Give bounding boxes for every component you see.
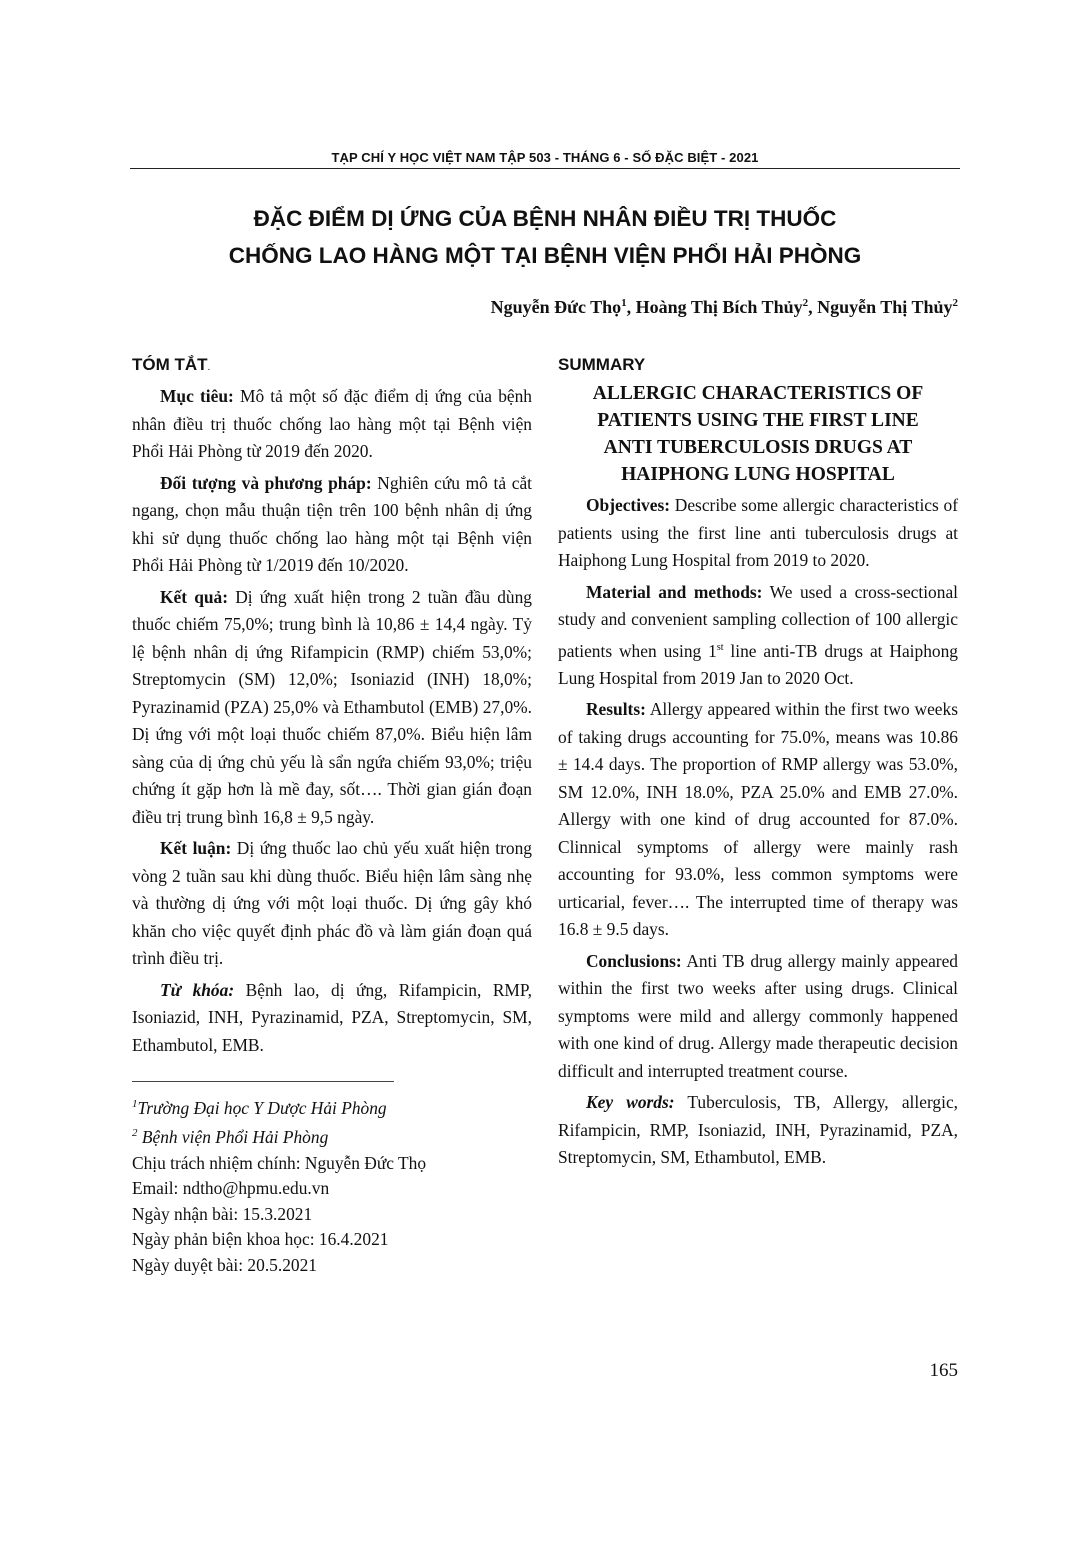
paragraph-text: Dị ứng thuốc lao chủ yếu xuất hiện trong vòng 2 tuần sau khi dùng thuốc. Biểu hiện lâm sàng nhẹ và thường dị ứng với một loại thuốc. Dị ứng gây khó khăn cho việc quyết định phác đồ và làm gián đoạn quá trình điều trị. bbox=[132, 838, 533, 968]
keywords-paragraph bbox=[132, 977, 532, 1060]
english-title-line: PATIENTS USING THE FIRST LINE bbox=[597, 410, 919, 431]
author-separator: , bbox=[626, 297, 636, 317]
article-title bbox=[130, 200, 960, 274]
paragraph-text: line anti-TB drugs at Haiphong Lung Hospital from 2019 Jan to 2020 Oct. bbox=[558, 640, 958, 688]
summary-paragraph-conclusions bbox=[558, 948, 958, 1086]
english-title-line: ANTI TUBERCULOSIS DRUGS AT bbox=[603, 437, 913, 458]
keywords-text: Bệnh lao, dị ứng, Rifampicin, RMP, Isoniazid, INH, Pyrazinamid, PZA, Streptomycin, SM, Ethambutol, EMB. bbox=[132, 979, 532, 1055]
paragraph-label: Kết luận: bbox=[160, 838, 232, 858]
affiliation-number: 1 bbox=[132, 1098, 138, 1110]
author-name: Nguyễn Đức Thọ bbox=[490, 297, 622, 317]
header-rule bbox=[130, 168, 960, 169]
paragraph-label: Material and methods: bbox=[586, 581, 763, 602]
footnote-rule bbox=[132, 1081, 394, 1082]
author-name: Hoàng Thị Bích Thủy bbox=[635, 297, 803, 317]
paragraph-label: Objectives: bbox=[586, 495, 671, 515]
email: Email: ndtho@hpmu.edu.vn bbox=[132, 1178, 330, 1199]
vietnamese-abstract-heading bbox=[132, 352, 532, 381]
paragraph-text: Describe some allergic characteristics of patients using the first line anti tuberculosis drugs at Haiphong Lung Hospital from 2019 to 2020. bbox=[558, 495, 958, 570]
paragraph-label: Conclusions: bbox=[586, 950, 682, 971]
page-number: 165 bbox=[929, 1360, 958, 1381]
summary-paragraph-objectives bbox=[558, 492, 958, 575]
english-summary-column bbox=[558, 352, 958, 1176]
author-name: Nguyễn Thị Thủy bbox=[817, 297, 953, 317]
affiliation-text: Trường Đại học Y Dược Hải Phòng bbox=[137, 1097, 387, 1118]
paragraph-text: We used a cross-sectional study and convenient sampling collection of 100 allergic patients when using 1 bbox=[558, 581, 958, 661]
author-affiliation-mark: 2 bbox=[802, 297, 809, 309]
author-affiliation-mark: 1 bbox=[621, 297, 627, 309]
paragraph-text: Nghiên cứu mô tả cắt ngang, chọn mẫu thuận tiện trên 100 bệnh nhân dị ứng khi sử dụng thuốc chống lao hàng một tại Bệnh viện Phổi Hải Phòng từ 1/2019 đến 10/2020. bbox=[132, 472, 532, 575]
summary-keywords-paragraph bbox=[558, 1089, 958, 1172]
paragraph-label: Kết quả: bbox=[160, 586, 229, 607]
affiliation-text: Bệnh viện Phổi Hải Phòng bbox=[137, 1127, 329, 1148]
date-received: Ngày nhận bài: 15.3.2021 bbox=[132, 1203, 313, 1224]
keywords-label: Từ khóa: bbox=[160, 979, 235, 1000]
journal-header: TẠP CHÍ Y HỌC VIỆT NAM TẬP 503 - THÁNG 6 - SỐ ĐẶC BIỆT - 2021 bbox=[331, 150, 759, 165]
corresponding-author: Chịu trách nhiệm chính: Nguyễn Đức Thọ bbox=[132, 1152, 427, 1173]
affiliation-number: 2 bbox=[132, 1127, 138, 1140]
paragraph-text: Anti TB drug allergy mainly appeared within the first two weeks after using drugs. Clinical symptoms were mild and allergy commonly happened with one kind of drug. Allergy made therapeutic decision difficult and interrupted treatment course. bbox=[558, 950, 958, 1081]
keywords-label: Key words: bbox=[586, 1092, 675, 1113]
abstract-paragraph-methods bbox=[132, 470, 532, 580]
heading-mark: . bbox=[207, 362, 211, 373]
paragraph-text: Allergy appeared within the first two weeks of taking drugs accounting for 75.0%, means was 10.86 ± 14.4 days. The proportion of RMP allergy was 53.0%, SM 12.0%, INH 18.0%, PZA 25.0% and EMB 27.0%. Allergy with one kind of drug accounted for 87.0%. Clinnical symptoms of allergy were mainly rash accounting for 93.0%, less common symptoms were urticarial, fever…. The interrupted time of therapy was 16.8 ± 9.5 days. bbox=[558, 699, 958, 940]
paragraph-text: Mô tả một số đặc điểm dị ứng của bệnh nhân điều trị thuốc chống lao hàng một tại Bệnh viện Phổi Hải Phòng từ 2019 đến 2020. bbox=[132, 386, 532, 461]
keywords-text: Tuberculosis, TB, Allergy, allergic, Rifampicin, RMP, Isoniazid, INH, Pyrazinamid, PZA, Streptomycin, SM, Ethambutol, EMB. bbox=[558, 1092, 959, 1168]
date-accepted: Ngày duyệt bài: 20.5.2021 bbox=[132, 1254, 317, 1275]
title-line: CHỐNG LAO HÀNG MỘT TẠI BỆNH VIỆN PHỔI HẢI PHÒNG bbox=[228, 243, 862, 268]
paragraph-label: Đối tượng và phương pháp: bbox=[160, 472, 372, 493]
english-title bbox=[558, 380, 958, 488]
abstract-paragraph-conclusion bbox=[132, 835, 532, 973]
author-affiliation-mark: 2 bbox=[952, 297, 958, 309]
abstract-paragraph-results bbox=[132, 584, 532, 832]
author-separator: , bbox=[808, 297, 818, 317]
author-list bbox=[491, 297, 958, 318]
paragraph-label: Mục tiêu: bbox=[160, 386, 234, 406]
vietnamese-abstract-column bbox=[132, 352, 532, 1278]
summary-paragraph-methods bbox=[558, 579, 958, 693]
paragraph-text: Dị ứng xuất hiện trong 2 tuần đầu dùng thuốc chiếm 75,0%; trung bình là 10,86 ± 14,4 ngày. Tỷ lệ bệnh nhân dị ứng Rifampicin (RMP) chiếm 53,0%; Streptomycin (SM) 12,0%; Isoniazid (INH) 18,0%; Pyrazinamid (PZA) 25,0% và Ethambutol (EMB) 27,0%. Dị ứng với một loại thuốc chiếm 87,0%. Biểu hiện lâm sàng của dị ứng chủ yếu là sẩn ngứa chiếm 93,0%; triệu chứng ít gặp hơn là mề đay, sốt…. Thời gian gián đoạn điều trị trung bình 16,8 ± 9,5 ngày. bbox=[132, 586, 532, 827]
abstract-paragraph-objectives bbox=[132, 383, 532, 466]
english-title-line: HAIPHONG LUNG HOSPITAL bbox=[621, 464, 895, 485]
date-reviewed: Ngày phản biện khoa học: 16.4.2021 bbox=[132, 1229, 389, 1250]
heading-text: TÓM TẮT bbox=[132, 355, 208, 374]
superscript: st bbox=[716, 641, 724, 653]
footnotes bbox=[132, 1092, 532, 1278]
english-summary-heading: SUMMARY bbox=[558, 355, 646, 374]
affiliation-1 bbox=[132, 1092, 532, 1121]
title-line: ĐẶC ĐIỂM DỊ ỨNG CỦA BỆNH NHÂN ĐIỀU TRỊ THUỐC bbox=[253, 206, 837, 231]
summary-paragraph-results bbox=[558, 696, 958, 944]
english-title-line: ALLERGIC CHARACTERISTICS OF bbox=[592, 383, 924, 404]
paragraph-label: Results: bbox=[586, 699, 646, 720]
affiliation-2 bbox=[132, 1121, 532, 1150]
